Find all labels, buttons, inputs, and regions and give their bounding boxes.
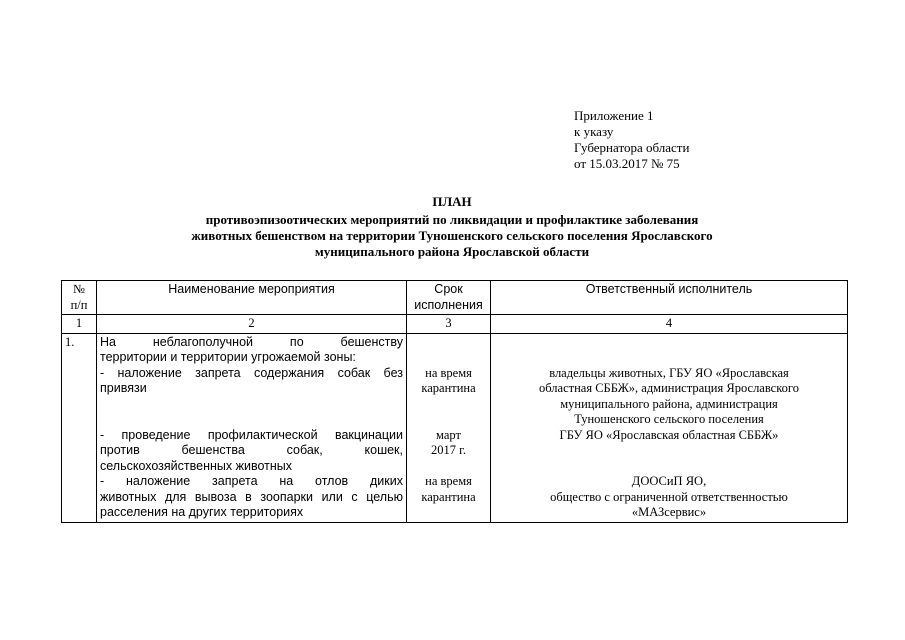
- header-num: [62, 281, 97, 315]
- activity-line: животных для вывоза в зоопарки или с целью: [100, 489, 403, 504]
- row-terms: [407, 333, 491, 522]
- row-executors: [491, 333, 848, 522]
- table-row: [62, 333, 848, 522]
- spacer: [410, 459, 487, 475]
- executor-line: ДООСиП ЯО,: [631, 474, 707, 488]
- term-line: на время: [425, 365, 472, 380]
- appendix-line: Приложение 1: [574, 108, 654, 123]
- row-activities: [97, 333, 407, 522]
- activity-line: - наложение запрета на отлов диких: [100, 474, 403, 488]
- spacer: [494, 335, 844, 366]
- executor-line: «МАЗсервис»: [631, 505, 707, 519]
- executor-line: муниципального района, администрация: [560, 396, 778, 411]
- row-number: 1.: [62, 333, 97, 522]
- numbering-cell: 3: [407, 315, 491, 334]
- term-line: 2017 г.: [431, 443, 466, 457]
- appendix-line: к указу: [574, 124, 614, 139]
- plan-subtitle-line: животных бешенством на территории Туношенского сельского поселения Ярославского: [191, 228, 713, 243]
- term-line: на время: [425, 474, 472, 488]
- spacer: [410, 397, 487, 428]
- plan-subtitle-line: противоэпизоотических мероприятий по ликвидации и профилактике заболевания: [205, 212, 699, 227]
- numbering-cell: 2: [97, 315, 407, 334]
- header-term: [407, 281, 491, 315]
- header-num-line: №: [73, 282, 85, 296]
- header-executor: Ответственный исполнитель: [491, 281, 848, 315]
- activity-line: сельскохозяйственных животных: [100, 458, 292, 473]
- numbering-cell: 4: [491, 315, 848, 334]
- header-num-line: п/п: [70, 297, 88, 312]
- executor-line: общество с ограниченной ответственностью: [550, 489, 788, 504]
- activity-line: - наложение запрета содержания собак без: [100, 365, 403, 380]
- header-name: Наименование мероприятия: [97, 281, 407, 315]
- plan-heading: [88, 194, 816, 260]
- numbering-cell: 1: [62, 315, 97, 334]
- plan-title: ПЛАН: [432, 194, 472, 209]
- appendix-line: от 15.03.2017 № 75: [574, 156, 680, 171]
- term-line: карантина: [421, 489, 476, 504]
- header-term-line: Срок: [434, 282, 463, 296]
- table-header-row: [62, 281, 848, 315]
- executor-line: ГБУ ЯО «Ярославская областная СББЖ»: [559, 427, 779, 442]
- appendix-line: Губернатора области: [574, 140, 690, 155]
- executor-line: областная СББЖ», администрация Ярославского: [538, 381, 799, 395]
- activity-line: На неблагополучной по бешенству: [100, 334, 403, 349]
- executor-line: владельцы животных, ГБУ ЯО «Ярославская: [549, 365, 789, 380]
- term-line: март: [436, 427, 461, 442]
- activity-line: привязи: [100, 381, 147, 395]
- activity-line: - проведение профилактической вакцинации: [100, 427, 403, 442]
- spacer: [100, 397, 403, 428]
- spacer: [494, 443, 844, 474]
- spacer: [410, 335, 487, 366]
- appendix-block: [574, 108, 689, 172]
- plan-table: [61, 280, 848, 523]
- activity-line: территории и территории угрожаемой зоны:: [100, 350, 356, 364]
- activity-line: против бешенства собак, кошек,: [100, 443, 403, 457]
- plan-subtitle-line: муниципального района Ярославской области: [314, 244, 590, 259]
- table-numbering-row: [62, 315, 848, 334]
- header-term-line: исполнения: [414, 297, 483, 312]
- executor-line: Туношенского сельского поселения: [574, 412, 764, 426]
- term-line: карантина: [421, 381, 476, 395]
- activity-line: расселения на других территориях: [100, 505, 304, 519]
